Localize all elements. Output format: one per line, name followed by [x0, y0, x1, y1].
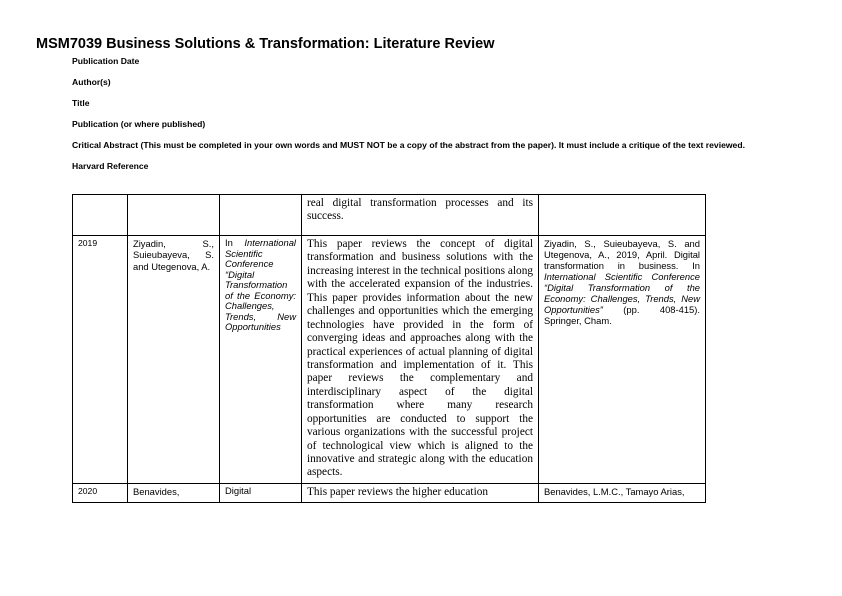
abstract-cell: real digital transformation processes and its success. [302, 195, 539, 236]
reference-text: Ziyadin, S., Suieubayeva, S. and Utegenova, A., 2019, April. Digital transformation in business. In [544, 238, 700, 271]
table-row [73, 195, 706, 236]
authors-cell: Ziyadin, S., Suieubayeva, S. and Utegenova, A. [128, 236, 220, 484]
title-cell [220, 236, 302, 484]
field-critical-abstract: Critical Abstract (This must be completed in your own words and MUST NOT be a copy of the abstract from the paper). It must include a critique of the text reviewed. [72, 140, 745, 150]
field-authors: Author(s) [72, 77, 111, 87]
authors-cell [128, 195, 220, 236]
year-cell [73, 195, 128, 236]
abstract-cell: This paper reviews the higher education [302, 483, 539, 502]
reference-cell [539, 195, 706, 236]
title-cell [220, 195, 302, 236]
reference-tail: (pp. 408-415). Springer, Cham. [544, 304, 700, 326]
literature-table [72, 194, 706, 503]
table-row [73, 483, 706, 502]
field-publication: Publication (or where published) [72, 119, 206, 129]
field-publication-date: Publication Date [72, 56, 140, 66]
title-italic: International Scientific Conference “Digital Transformation of the Economy: Challenges, Trends, New Opportunities [225, 237, 296, 333]
year-cell: 2020 [73, 483, 128, 502]
field-title: Title [72, 98, 90, 108]
year-cell: 2019 [73, 236, 128, 484]
reference-cell [539, 236, 706, 484]
reference-cell: Benavides, L.M.C., Tamayo Arias, [539, 483, 706, 502]
page-title: MSM7039 Business Solutions & Transformation: Literature Review [36, 36, 495, 52]
title-cell: Digital [220, 483, 302, 502]
table-row [73, 236, 706, 484]
field-harvard-reference: Harvard Reference [72, 161, 149, 171]
title-prefix: In [225, 237, 245, 248]
reference-italic: International Scientific Conference “Digital Transformation of the Economy: Challenges, Trends, New Opportunities” [544, 271, 700, 315]
abstract-cell: This paper reviews the concept of digital transformation and business solutions with the increasing interest in the technical positions along with the accelerated expansion of the industries. This paper provides information about the new challenges and opportunities which the emerging technologies have provided in the form of converging ideas and approaches along with the practical experiences of actual planning of digital transformation and implementation of it. This paper reviews the complementary and interdisciplinary aspect of the digital transformation where many research opportunities are conducted to support the various organizations with the successful project of technological view which is aligned to the innovative and strategic along with the education aspects. [302, 236, 539, 484]
authors-cell: Benavides, [128, 483, 220, 502]
